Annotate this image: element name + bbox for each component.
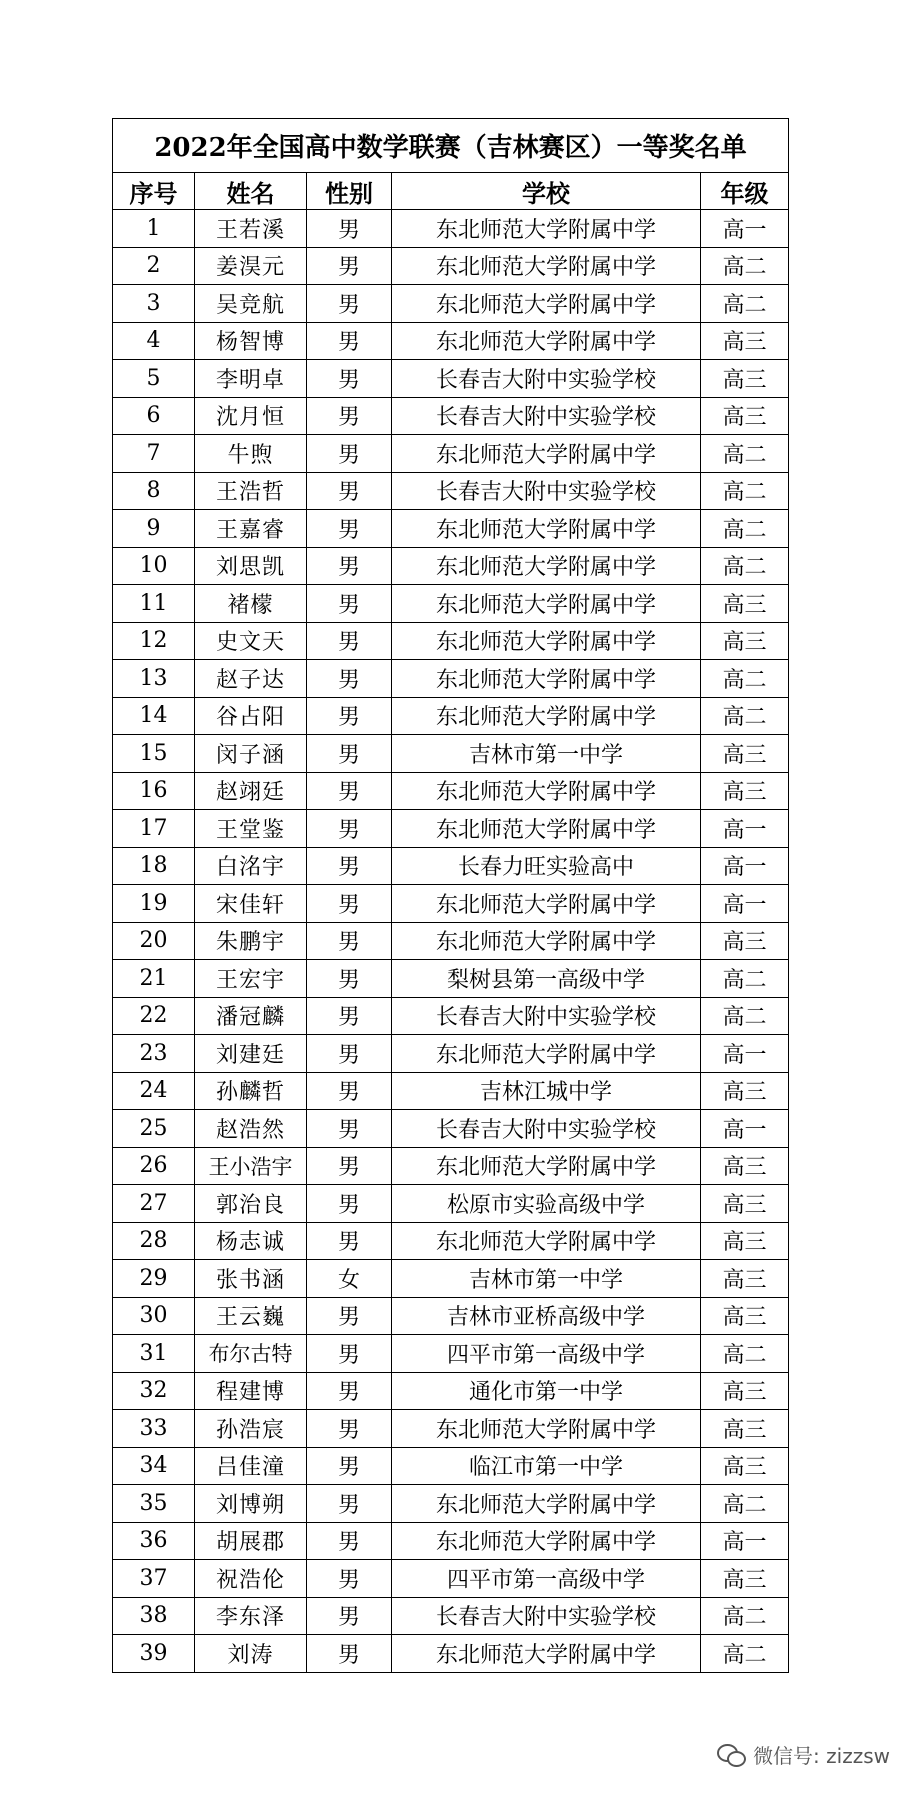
cell-name: 刘思凯 bbox=[195, 547, 307, 585]
cell-index: 3 bbox=[113, 285, 195, 323]
cell-index: 15 bbox=[113, 735, 195, 773]
cell-school: 松原市实验高级中学 bbox=[392, 1185, 701, 1223]
table-row bbox=[113, 1635, 789, 1673]
cell-grade: 高三 bbox=[701, 1560, 789, 1598]
cell-name: 白洺宇 bbox=[195, 847, 307, 885]
table-row bbox=[113, 922, 789, 960]
cell-school: 东北师范大学附属中学 bbox=[392, 1635, 701, 1673]
cell-school: 东北师范大学附属中学 bbox=[392, 547, 701, 585]
table-row bbox=[113, 1222, 789, 1260]
cell-grade: 高一 bbox=[701, 847, 789, 885]
table-row bbox=[113, 510, 789, 548]
cell-grade: 高一 bbox=[701, 1522, 789, 1560]
table-row bbox=[113, 472, 789, 510]
table-row bbox=[113, 247, 789, 285]
cell-name: 朱鹏宇 bbox=[195, 922, 307, 960]
cell-grade: 高二 bbox=[701, 960, 789, 998]
cell-grade: 高三 bbox=[701, 1222, 789, 1260]
cell-index: 17 bbox=[113, 810, 195, 848]
cell-index: 6 bbox=[113, 397, 195, 435]
cell-gender: 男 bbox=[307, 210, 392, 248]
cell-grade: 高三 bbox=[701, 1147, 789, 1185]
cell-index: 36 bbox=[113, 1522, 195, 1560]
table-row bbox=[113, 1522, 789, 1560]
cell-index: 21 bbox=[113, 960, 195, 998]
cell-grade: 高三 bbox=[701, 622, 789, 660]
cell-grade: 高三 bbox=[701, 1185, 789, 1223]
cell-grade: 高二 bbox=[701, 472, 789, 510]
cell-gender: 男 bbox=[307, 1372, 392, 1410]
cell-grade: 高三 bbox=[701, 1447, 789, 1485]
cell-name: 杨智博 bbox=[195, 322, 307, 360]
cell-school: 临江市第一中学 bbox=[392, 1447, 701, 1485]
cell-grade: 高二 bbox=[701, 547, 789, 585]
watermark-text: 微信号: zizzsw bbox=[753, 1744, 890, 1768]
cell-gender: 男 bbox=[307, 510, 392, 548]
cell-gender: 男 bbox=[307, 360, 392, 398]
cell-index: 18 bbox=[113, 847, 195, 885]
cell-name: 郭治良 bbox=[195, 1185, 307, 1223]
cell-school: 东北师范大学附属中学 bbox=[392, 1410, 701, 1448]
cell-school: 东北师范大学附属中学 bbox=[392, 697, 701, 735]
cell-school: 东北师范大学附属中学 bbox=[392, 1147, 701, 1185]
cell-gender: 男 bbox=[307, 1222, 392, 1260]
cell-school: 长春吉大附中实验学校 bbox=[392, 472, 701, 510]
cell-name: 闵子涵 bbox=[195, 735, 307, 773]
table-row bbox=[113, 1372, 789, 1410]
cell-school: 吉林市第一中学 bbox=[392, 735, 701, 773]
cell-gender: 男 bbox=[307, 1522, 392, 1560]
cell-gender: 男 bbox=[307, 1147, 392, 1185]
cell-school: 四平市第一高级中学 bbox=[392, 1560, 701, 1598]
watermark bbox=[717, 1740, 890, 1769]
cell-school: 东北师范大学附属中学 bbox=[392, 285, 701, 323]
cell-school: 梨树县第一高级中学 bbox=[392, 960, 701, 998]
award-list-table bbox=[112, 118, 789, 1673]
cell-school: 吉林市亚桥高级中学 bbox=[392, 1297, 701, 1335]
cell-gender: 男 bbox=[307, 997, 392, 1035]
table-row bbox=[113, 810, 789, 848]
table-row bbox=[113, 960, 789, 998]
cell-index: 31 bbox=[113, 1335, 195, 1373]
cell-school: 东北师范大学附属中学 bbox=[392, 1222, 701, 1260]
cell-school: 东北师范大学附属中学 bbox=[392, 810, 701, 848]
cell-index: 27 bbox=[113, 1185, 195, 1223]
cell-index: 19 bbox=[113, 885, 195, 923]
cell-school: 东北师范大学附属中学 bbox=[392, 585, 701, 623]
cell-name: 史文天 bbox=[195, 622, 307, 660]
cell-name: 李明卓 bbox=[195, 360, 307, 398]
cell-school: 东北师范大学附属中学 bbox=[392, 435, 701, 473]
cell-name: 王嘉睿 bbox=[195, 510, 307, 548]
cell-index: 4 bbox=[113, 322, 195, 360]
cell-gender: 男 bbox=[307, 660, 392, 698]
cell-school: 东北师范大学附属中学 bbox=[392, 1485, 701, 1523]
table-row bbox=[113, 397, 789, 435]
cell-name: 杨志诚 bbox=[195, 1222, 307, 1260]
table-row bbox=[113, 622, 789, 660]
cell-school: 东北师范大学附属中学 bbox=[392, 660, 701, 698]
cell-grade: 高三 bbox=[701, 735, 789, 773]
table-row bbox=[113, 847, 789, 885]
cell-gender: 男 bbox=[307, 322, 392, 360]
cell-gender: 男 bbox=[307, 772, 392, 810]
cell-index: 26 bbox=[113, 1147, 195, 1185]
cell-name: 王浩哲 bbox=[195, 472, 307, 510]
cell-index: 29 bbox=[113, 1260, 195, 1298]
cell-name: 沈月恒 bbox=[195, 397, 307, 435]
table-row bbox=[113, 547, 789, 585]
header-name: 姓名 bbox=[195, 173, 307, 210]
cell-gender: 男 bbox=[307, 1560, 392, 1598]
table-row bbox=[113, 1447, 789, 1485]
cell-name: 谷占阳 bbox=[195, 697, 307, 735]
cell-grade: 高二 bbox=[701, 247, 789, 285]
cell-gender: 男 bbox=[307, 1635, 392, 1673]
cell-gender: 男 bbox=[307, 885, 392, 923]
table-row bbox=[113, 1035, 789, 1073]
cell-name: 王小浩宇 bbox=[195, 1147, 307, 1185]
cell-school: 长春力旺实验高中 bbox=[392, 847, 701, 885]
table-row bbox=[113, 1597, 789, 1635]
table-row bbox=[113, 360, 789, 398]
cell-name: 王堂鉴 bbox=[195, 810, 307, 848]
cell-school: 东北师范大学附属中学 bbox=[392, 510, 701, 548]
table-row bbox=[113, 1072, 789, 1110]
table-row bbox=[113, 1297, 789, 1335]
cell-gender: 男 bbox=[307, 285, 392, 323]
cell-school: 东北师范大学附属中学 bbox=[392, 885, 701, 923]
cell-name: 褚檬 bbox=[195, 585, 307, 623]
cell-index: 12 bbox=[113, 622, 195, 660]
cell-name: 潘冠麟 bbox=[195, 997, 307, 1035]
cell-school: 长春吉大附中实验学校 bbox=[392, 397, 701, 435]
cell-gender: 男 bbox=[307, 585, 392, 623]
cell-gender: 男 bbox=[307, 697, 392, 735]
cell-name: 王若溪 bbox=[195, 210, 307, 248]
cell-index: 11 bbox=[113, 585, 195, 623]
cell-index: 28 bbox=[113, 1222, 195, 1260]
cell-name: 吕佳潼 bbox=[195, 1447, 307, 1485]
cell-index: 7 bbox=[113, 435, 195, 473]
cell-name: 孙麟哲 bbox=[195, 1072, 307, 1110]
cell-index: 30 bbox=[113, 1297, 195, 1335]
cell-gender: 男 bbox=[307, 247, 392, 285]
cell-index: 23 bbox=[113, 1035, 195, 1073]
cell-grade: 高三 bbox=[701, 772, 789, 810]
header-gender: 性别 bbox=[307, 173, 392, 210]
header-row bbox=[113, 173, 789, 210]
cell-grade: 高二 bbox=[701, 1335, 789, 1373]
cell-name: 王宏宇 bbox=[195, 960, 307, 998]
cell-grade: 高一 bbox=[701, 210, 789, 248]
cell-name: 孙浩宸 bbox=[195, 1410, 307, 1448]
cell-index: 32 bbox=[113, 1372, 195, 1410]
cell-grade: 高三 bbox=[701, 322, 789, 360]
cell-index: 34 bbox=[113, 1447, 195, 1485]
cell-grade: 高二 bbox=[701, 1485, 789, 1523]
cell-school: 东北师范大学附属中学 bbox=[392, 210, 701, 248]
cell-grade: 高三 bbox=[701, 1297, 789, 1335]
cell-school: 东北师范大学附属中学 bbox=[392, 772, 701, 810]
cell-gender: 男 bbox=[307, 397, 392, 435]
cell-school: 长春吉大附中实验学校 bbox=[392, 1597, 701, 1635]
cell-gender: 男 bbox=[307, 847, 392, 885]
cell-school: 吉林市第一中学 bbox=[392, 1260, 701, 1298]
table-row bbox=[113, 1560, 789, 1598]
cell-gender: 男 bbox=[307, 1335, 392, 1373]
cell-name: 赵子达 bbox=[195, 660, 307, 698]
cell-gender: 男 bbox=[307, 735, 392, 773]
cell-index: 20 bbox=[113, 922, 195, 960]
cell-index: 25 bbox=[113, 1110, 195, 1148]
table-row bbox=[113, 1335, 789, 1373]
table-row bbox=[113, 772, 789, 810]
table-row bbox=[113, 997, 789, 1035]
cell-name: 布尔古特 bbox=[195, 1335, 307, 1373]
cell-gender: 男 bbox=[307, 1110, 392, 1148]
cell-gender: 男 bbox=[307, 810, 392, 848]
cell-grade: 高二 bbox=[701, 435, 789, 473]
cell-name: 李东泽 bbox=[195, 1597, 307, 1635]
cell-school: 吉林江城中学 bbox=[392, 1072, 701, 1110]
cell-gender: 男 bbox=[307, 1297, 392, 1335]
cell-grade: 高三 bbox=[701, 1410, 789, 1448]
cell-grade: 高一 bbox=[701, 885, 789, 923]
cell-grade: 高二 bbox=[701, 1635, 789, 1673]
cell-school: 四平市第一高级中学 bbox=[392, 1335, 701, 1373]
table-title: 2022年全国高中数学联赛（吉林赛区）一等奖名单 bbox=[113, 119, 789, 173]
cell-grade: 高三 bbox=[701, 1072, 789, 1110]
cell-gender: 男 bbox=[307, 1597, 392, 1635]
cell-grade: 高一 bbox=[701, 1110, 789, 1148]
cell-grade: 高二 bbox=[701, 697, 789, 735]
cell-grade: 高二 bbox=[701, 285, 789, 323]
cell-index: 22 bbox=[113, 997, 195, 1035]
cell-index: 16 bbox=[113, 772, 195, 810]
table-row bbox=[113, 322, 789, 360]
cell-grade: 高三 bbox=[701, 397, 789, 435]
table-row bbox=[113, 435, 789, 473]
cell-index: 35 bbox=[113, 1485, 195, 1523]
cell-grade: 高三 bbox=[701, 1260, 789, 1298]
cell-name: 张书涵 bbox=[195, 1260, 307, 1298]
cell-index: 33 bbox=[113, 1410, 195, 1448]
cell-school: 通化市第一中学 bbox=[392, 1372, 701, 1410]
table-row bbox=[113, 1410, 789, 1448]
cell-index: 10 bbox=[113, 547, 195, 585]
cell-gender: 女 bbox=[307, 1260, 392, 1298]
cell-index: 9 bbox=[113, 510, 195, 548]
cell-index: 2 bbox=[113, 247, 195, 285]
cell-grade: 高二 bbox=[701, 1597, 789, 1635]
cell-gender: 男 bbox=[307, 622, 392, 660]
table-body bbox=[113, 210, 789, 1673]
cell-index: 37 bbox=[113, 1560, 195, 1598]
table-row bbox=[113, 585, 789, 623]
cell-school: 长春吉大附中实验学校 bbox=[392, 997, 701, 1035]
cell-index: 1 bbox=[113, 210, 195, 248]
cell-name: 牛煦 bbox=[195, 435, 307, 473]
cell-grade: 高二 bbox=[701, 997, 789, 1035]
cell-grade: 高三 bbox=[701, 585, 789, 623]
table-row bbox=[113, 285, 789, 323]
cell-index: 14 bbox=[113, 697, 195, 735]
cell-school: 东北师范大学附属中学 bbox=[392, 1522, 701, 1560]
cell-name: 王云巍 bbox=[195, 1297, 307, 1335]
cell-index: 13 bbox=[113, 660, 195, 698]
cell-gender: 男 bbox=[307, 547, 392, 585]
header-index: 序号 bbox=[113, 173, 195, 210]
cell-index: 8 bbox=[113, 472, 195, 510]
cell-name: 刘涛 bbox=[195, 1635, 307, 1673]
cell-gender: 男 bbox=[307, 1447, 392, 1485]
cell-name: 赵浩然 bbox=[195, 1110, 307, 1148]
table-row bbox=[113, 1110, 789, 1148]
cell-grade: 高三 bbox=[701, 360, 789, 398]
cell-index: 38 bbox=[113, 1597, 195, 1635]
cell-school: 东北师范大学附属中学 bbox=[392, 1035, 701, 1073]
table-row bbox=[113, 735, 789, 773]
cell-school: 东北师范大学附属中学 bbox=[392, 922, 701, 960]
cell-gender: 男 bbox=[307, 1185, 392, 1223]
cell-gender: 男 bbox=[307, 1035, 392, 1073]
cell-gender: 男 bbox=[307, 435, 392, 473]
table-row bbox=[113, 660, 789, 698]
cell-grade: 高三 bbox=[701, 1372, 789, 1410]
cell-name: 姜淏元 bbox=[195, 247, 307, 285]
table-row bbox=[113, 1185, 789, 1223]
cell-gender: 男 bbox=[307, 1072, 392, 1110]
wechat-icon bbox=[717, 1744, 745, 1766]
cell-name: 刘博朔 bbox=[195, 1485, 307, 1523]
table-row bbox=[113, 1147, 789, 1185]
cell-name: 程建博 bbox=[195, 1372, 307, 1410]
cell-grade: 高一 bbox=[701, 810, 789, 848]
cell-index: 24 bbox=[113, 1072, 195, 1110]
cell-grade: 高一 bbox=[701, 1035, 789, 1073]
cell-gender: 男 bbox=[307, 922, 392, 960]
cell-school: 东北师范大学附属中学 bbox=[392, 247, 701, 285]
cell-index: 5 bbox=[113, 360, 195, 398]
table-row bbox=[113, 1485, 789, 1523]
cell-gender: 男 bbox=[307, 472, 392, 510]
cell-gender: 男 bbox=[307, 1410, 392, 1448]
cell-gender: 男 bbox=[307, 1485, 392, 1523]
cell-school: 长春吉大附中实验学校 bbox=[392, 360, 701, 398]
table-row bbox=[113, 697, 789, 735]
table-row bbox=[113, 885, 789, 923]
cell-school: 东北师范大学附属中学 bbox=[392, 622, 701, 660]
cell-name: 赵翊廷 bbox=[195, 772, 307, 810]
table-row bbox=[113, 210, 789, 248]
cell-name: 宋佳轩 bbox=[195, 885, 307, 923]
cell-grade: 高三 bbox=[701, 922, 789, 960]
cell-name: 刘建廷 bbox=[195, 1035, 307, 1073]
table-row bbox=[113, 1260, 789, 1298]
cell-name: 吴竞航 bbox=[195, 285, 307, 323]
header-school: 学校 bbox=[392, 173, 701, 210]
cell-school: 东北师范大学附属中学 bbox=[392, 322, 701, 360]
cell-school: 长春吉大附中实验学校 bbox=[392, 1110, 701, 1148]
cell-grade: 高二 bbox=[701, 660, 789, 698]
cell-gender: 男 bbox=[307, 960, 392, 998]
cell-grade: 高二 bbox=[701, 510, 789, 548]
cell-index: 39 bbox=[113, 1635, 195, 1673]
cell-name: 胡展郡 bbox=[195, 1522, 307, 1560]
cell-name: 祝浩伦 bbox=[195, 1560, 307, 1598]
header-grade: 年级 bbox=[701, 173, 789, 210]
